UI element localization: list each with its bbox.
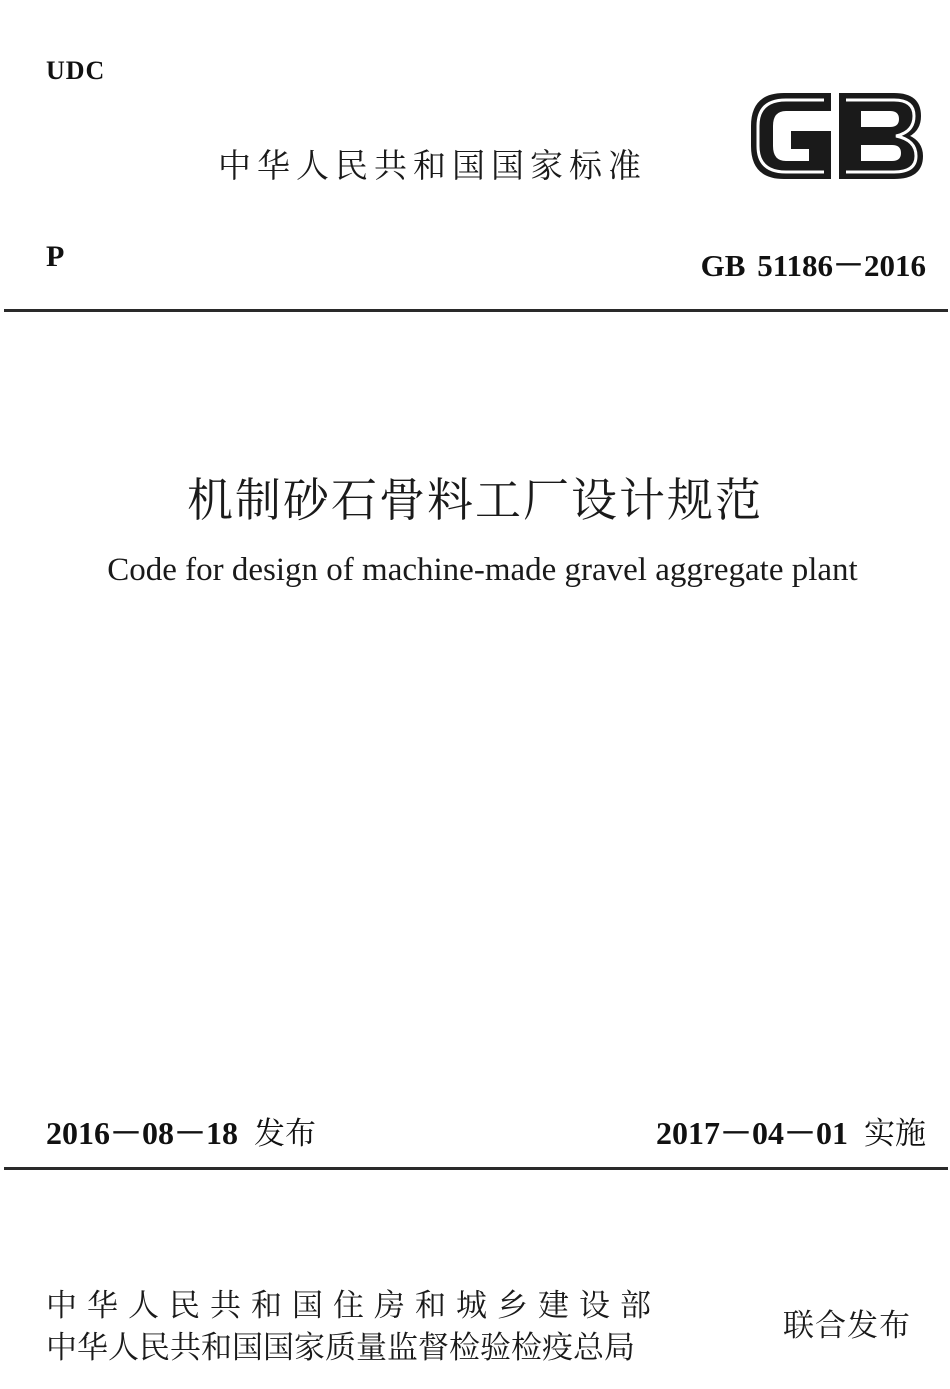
joint-issue-label: 联合发布	[783, 1308, 911, 1344]
top-divider	[4, 309, 948, 312]
issuer-ministry-housing: 中华人民共和国住房和城乡建设部	[46, 1288, 661, 1324]
bottom-divider	[4, 1167, 948, 1170]
implement-date-line	[656, 1108, 926, 1154]
issue-date: 2016－08－18	[46, 1115, 239, 1151]
national-standard-heading: 中华人民共和国国家标准	[218, 146, 647, 185]
issuer-aqsiq: 中华人民共和国国家质量监督检验检疫总局	[46, 1330, 635, 1366]
implement-date: 2017－04－01	[655, 1115, 848, 1151]
implement-label: 实施	[864, 1116, 926, 1152]
standard-number: GB 51186－2016	[700, 248, 926, 283]
issue-date-line	[46, 1108, 316, 1154]
title-chinese: 机制砂石骨料工厂设计规范	[187, 473, 763, 527]
issue-label: 发布	[254, 1116, 317, 1152]
udc-label: UDC	[46, 56, 106, 85]
title-english: Code for design of machine-made gravel aggregate plant	[107, 552, 858, 588]
gb-logo	[744, 86, 928, 186]
classification-code: P	[46, 240, 65, 273]
